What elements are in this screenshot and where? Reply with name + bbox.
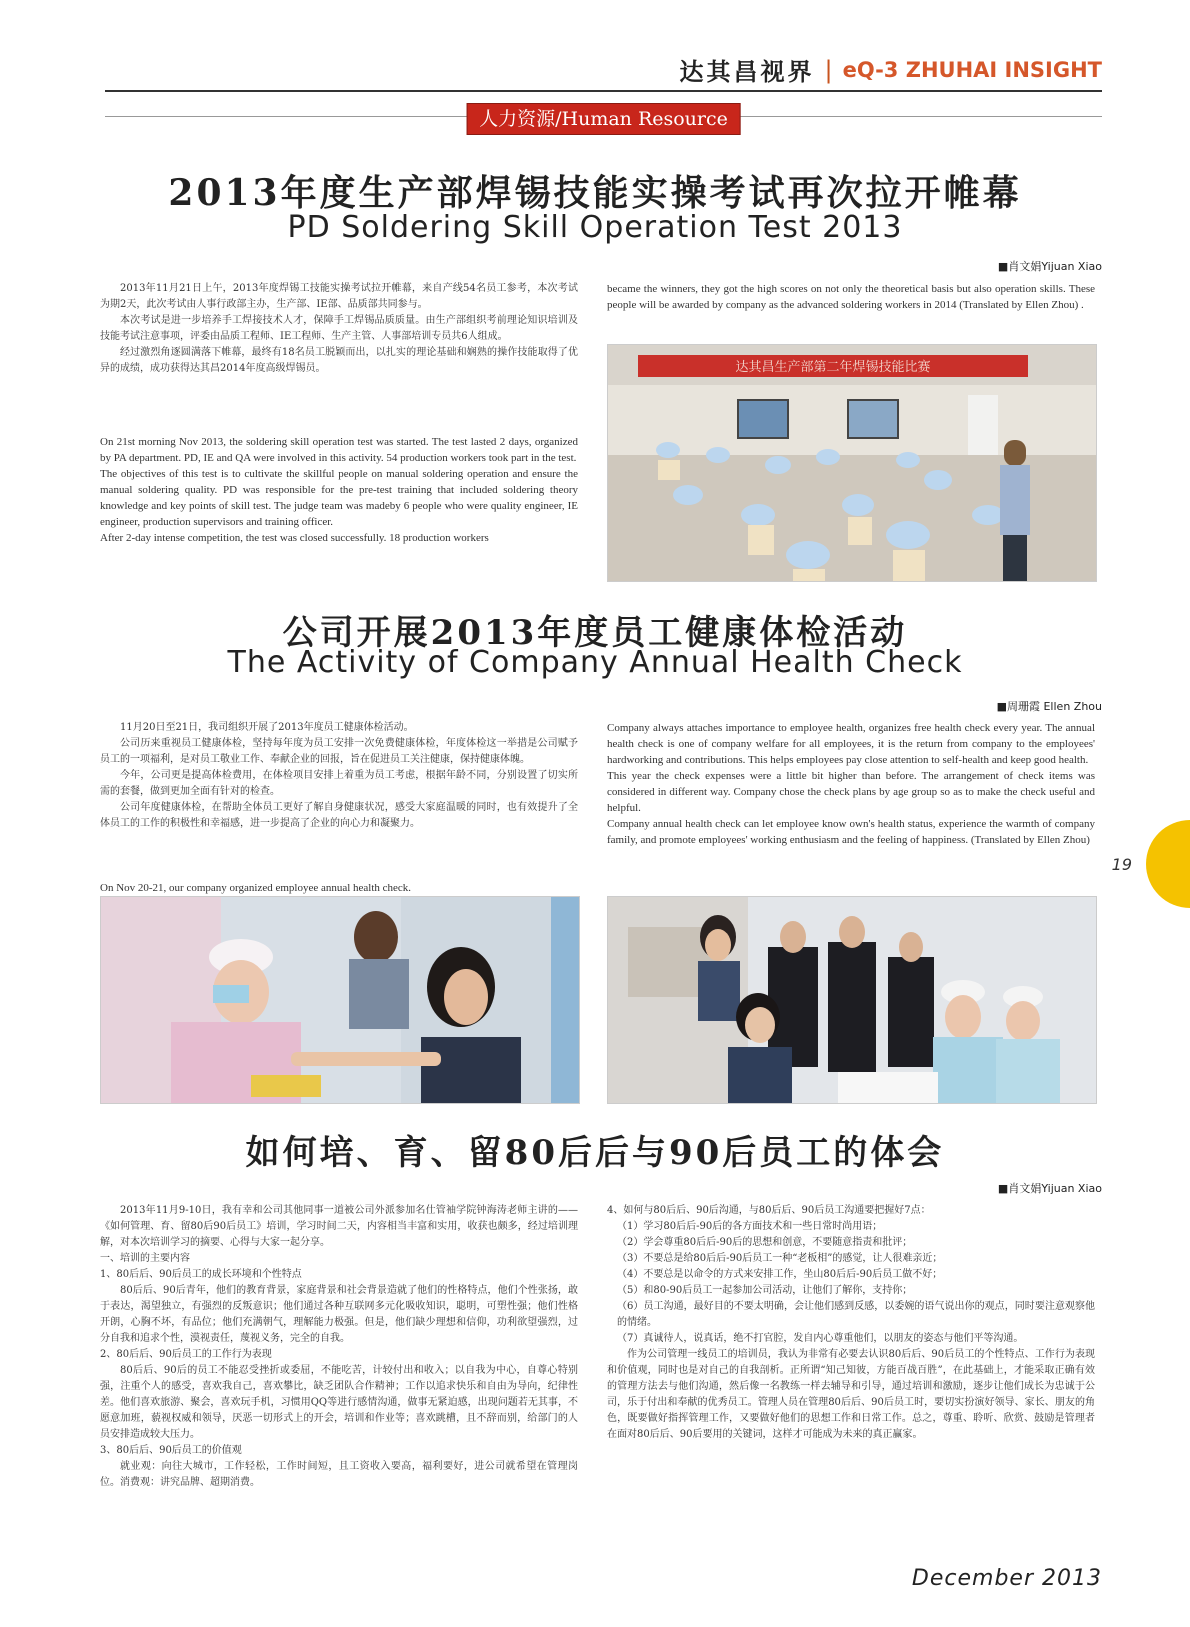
article1-zh-column: [100, 281, 578, 377]
paragraph: 经过激烈角逐圆满落下帷幕，最终有18名员工脱颖而出，以扎实的理论基础和娴熟的操作技能取得了优异的成绩，成功获得达其昌2014年度高级焊锡员。: [100, 347, 578, 374]
paragraph: After 2-day intense competition, the test was closed successfully. 18 production workers: [100, 532, 489, 544]
article1-title-en: PD Soldering Skill Operation Test 2013: [287, 210, 903, 245]
magazine-header: [680, 52, 1103, 87]
paragraph: 公司历来重视员工健康体检，坚持每年度为员工安排一次免费健康体检，年度体检这一举措是公司赋予员工的一项福利，是对员工敬业工作、奉献企业的回报，旨在促进员工关注健康，保持健康体魄。: [100, 738, 578, 765]
paragraph: 就业观：向往大城市，工作轻松，工作时间短，且工资收入要高，福利要好，进公司就希望在管理岗位。消费观：讲究品牌、超期消费。: [100, 1461, 578, 1488]
paragraph: Company always attaches importance to employee health, organizes free health check every year. The annual health check is one of company welfare for all employees, it is the return from company to the employees' hardworking and contributions. This helps employees pay close attention to self-health and keep good health.: [607, 722, 1095, 766]
article2-byline: ■周珊霞 Ellen Zhou: [996, 700, 1102, 713]
section-tag: 人力资源/Human Resource: [466, 103, 741, 135]
paragraph: 今年，公司更是提高体检费用，在体检项目安排上着重为员工考虑，根据年龄不同，分别设置了切实所需的套餐，做到更加全面有针对的检查。: [100, 770, 578, 797]
article3-title-zh: 如何培、育、留80后后与90后员工的体会: [245, 1133, 945, 1173]
health-check-photo-left: [100, 896, 580, 1104]
paragraph: 80后后、90后的员工不能忍受挫折或委屈，不能吃苦，计较付出和收入；以自我为中心，自尊心特别强，注重个人的感受，喜欢我自己，喜欢攀比，缺乏团队合作精神；工作以追求快乐和自由为导向，纪律性差。他们喜欢旅游、聚会，喜欢玩手机，习惯用QQ等进行感情沟通，做事无紧迫感，出现问题若无其事，不愿意加班，藐视权威和领导，厌恶一切形式上的开会，培训和作业等；喜欢跳槽，且不辞而别，给部门的人员安排造成较大压力。: [100, 1365, 578, 1440]
health-check-photo-right: [607, 896, 1097, 1104]
magazine-title-en: eQ-3 ZHUHAI INSIGHT: [842, 57, 1102, 82]
paragraph: On 21st morning Nov 2013, the soldering skill operation test was started. The test lasted 2 days, organized by PA department. PD, IE and QA were involved in this activity. 54 production workers took part in the test.: [100, 436, 578, 464]
soldering-test-illustration: [608, 345, 1096, 581]
soldering-test-photo: [607, 344, 1097, 582]
list-item: （6）员工沟通，最好目的不要太明确，会让他们感到反感，以委婉的语气说出你的观点，同时要注意观察他的情绪。: [617, 1301, 1095, 1328]
header-rule: [105, 90, 1102, 92]
list-item: （1）学习80后后-90后的各方面技术和一些日常时尚用语；: [617, 1221, 883, 1232]
paragraph: 本次考试是进一步培养手工焊接技术人才，保障手工焊锡品质质量。由生产部组织考前理论知识培训及技能考试注意事项，评委由品质工程师、IE工程师、生产主管、人事部培训专员共6人组成。: [100, 315, 578, 342]
subsection-heading: 4、如何与80后后、90后沟通，与80后后、90后员工沟通要把握好7点：: [607, 1205, 931, 1216]
page-tab-marker: [1146, 820, 1190, 908]
paragraph: 2013年11月9-10日，我有幸和公司其他同事一道被公司外派参加名仕管袖学院钟海涛老师主讲的——《如何管理、育、留80后90后员工》培训，学习时间二天，内容相当丰富和实用，收获也颇多，经过培训理解，对本次培训学习的摘要、心得与大家一起分享。: [100, 1205, 578, 1248]
article2-en-left: [100, 880, 578, 896]
article2-title-en: The Activity of Company Annual Health Check: [227, 645, 963, 680]
paragraph: 2013年11月21日上午，2013年度焊锡工技能实操考试拉开帷幕，来自产线54名员工参考，本次考试为期2天，此次考试由人事行政部主办，生产部、IE部、品质部共同参与。: [100, 283, 578, 310]
paragraph: 80后后、90后青年，他们的教育背景，家庭背景和社会背景造就了他们的性格特点，他们个性张扬，敢于表达，渴望独立，有强烈的反叛意识；他们通过各种互联网多元化吸收知识，聪明，可塑性强；他们性格开朗，心胸不坏，有品位；他们充满朝气，理解能力极强。但是，他们缺少理想和信仰，功利欲望强烈，过分自我和追求个性，漠视责任，蔑视义务，完全的自我。: [100, 1285, 578, 1344]
paragraph: 作为公司管理一线员工的培训员，我认为非常有必要去认识80后后、90后员工的个性特点、工作行为表现和价值观，同时也是对自己的自我剖析。正所谓“知己知彼，方能百战百胜”，在此基础上，才能采取正确有效的管理方法去与他们沟通，然后像一名教练一样去辅导和引导，通过培训和激励，逐步让他们成长为忠诚于公司，乐于付出和奉献的优秀员工。管理人员在管理80后后、90后员工时，要切实扮演好领导、家长、朋友的角色，既要做好指挥管理工作，又要做好他们的思想工作和日常工作。总之，尊重、聆听、欣赏、鼓励是管理者在面对80后后、90后要用的关键词，这样才可能成为未来的真正赢家。: [607, 1349, 1095, 1440]
section-banner: [105, 103, 1102, 133]
subsection-heading: 3、80后后、90后员工的价值观: [100, 1445, 242, 1456]
article2-en-column: [607, 720, 1095, 848]
paragraph: Company annual health check can let employee know own's health status, experience the warmth of company family, and promote employees' working enthusiasm and the feeling of happiness. (Translated by Ellen Zhou): [607, 818, 1095, 846]
article2-title-zh: 公司开展2013年度员工健康体检活动: [282, 613, 908, 653]
paragraph: This year the check expenses were a little bit higher than before. The arrangement of check items was considered in different way. Company chose the check plans by age group so as to make the check useful and helpful.: [607, 770, 1095, 814]
paragraph: 11月20日至21日，我司组织开展了2013年度员工健康体检活动。: [120, 722, 414, 733]
section-heading: 一、培训的主要内容: [100, 1253, 190, 1264]
article1-en-column: [100, 434, 578, 546]
magazine-title-zh: 达其昌视界: [679, 57, 815, 86]
article3-byline: ■肖文娟Yijuan Xiao: [997, 1182, 1102, 1195]
subsection-heading: 2、80后后、90后员工的工作行为表现: [100, 1349, 272, 1360]
issue-date: December 2013: [911, 1566, 1102, 1591]
article3-left-column: [100, 1203, 578, 1491]
article1-byline: ■肖文娟Yijuan Xiao: [997, 260, 1102, 273]
paragraph: On Nov 20-21, our company organized employee annual health check.: [100, 882, 412, 894]
list-item: （5）和80-90后员工一起参加公司活动，让他们了解你，支持你；: [617, 1285, 913, 1296]
article2-zh-column: [100, 720, 578, 832]
paragraph: became the winners, they got the high scores on not only the theoretical basis but also operation skills. These people will be awarded by company as the advanced soldering workers in 2014 (Translated by Ellen Zhou) .: [607, 283, 1095, 311]
paragraph: The objectives of this test is to cultivate the skillful people on manual soldering operation and ensure the manual soldering quality. PD was responsible for the pre-test training that included soldering theory knowledge and key points of skill test. The judge team was madeby 6 people who were quality engineer, IE engineer, production supervisors and training officer.: [100, 468, 578, 528]
header-separator: |: [824, 55, 833, 84]
list-item: （4）不要总是以命令的方式来安排工作，坐山80后后-90后员工做不好；: [617, 1269, 943, 1280]
list-item: （2）学会尊重80后后-90后的思想和创意，不要随意指责和批评；: [617, 1237, 913, 1248]
article3-right-column: [607, 1203, 1095, 1443]
article1-en-continued: [607, 281, 1095, 313]
paragraph: 公司年度健康体检，在帮助全体员工更好了解自身健康状况，感受大家庭温暖的同时，也有效提升了全体员工的工作的积极性和幸福感，进一步提高了企业的向心力和凝聚力。: [100, 802, 578, 829]
blood-test-illustration: [101, 897, 579, 1103]
subsection-heading: 1、80后后、90后员工的成长环境和个性特点: [100, 1269, 302, 1280]
list-item: （7）真诚待人，说真话，绝不打官腔，发自内心尊重他们，以朋友的姿态与他们平等沟通。: [617, 1333, 1024, 1344]
list-item: （3）不要总是给80后后-90后员工一种“老板相”的感觉，让人很难亲近；: [617, 1253, 943, 1264]
health-check-queue-illustration: [608, 897, 1096, 1103]
photo-banner-text: 达其昌生产部第二年焊锡技能比赛: [735, 360, 931, 375]
article1-title-zh: 2013年度生产部焊锡技能实操考试再次拉开帷幕: [168, 172, 1022, 214]
page-number: 19: [1111, 855, 1132, 874]
